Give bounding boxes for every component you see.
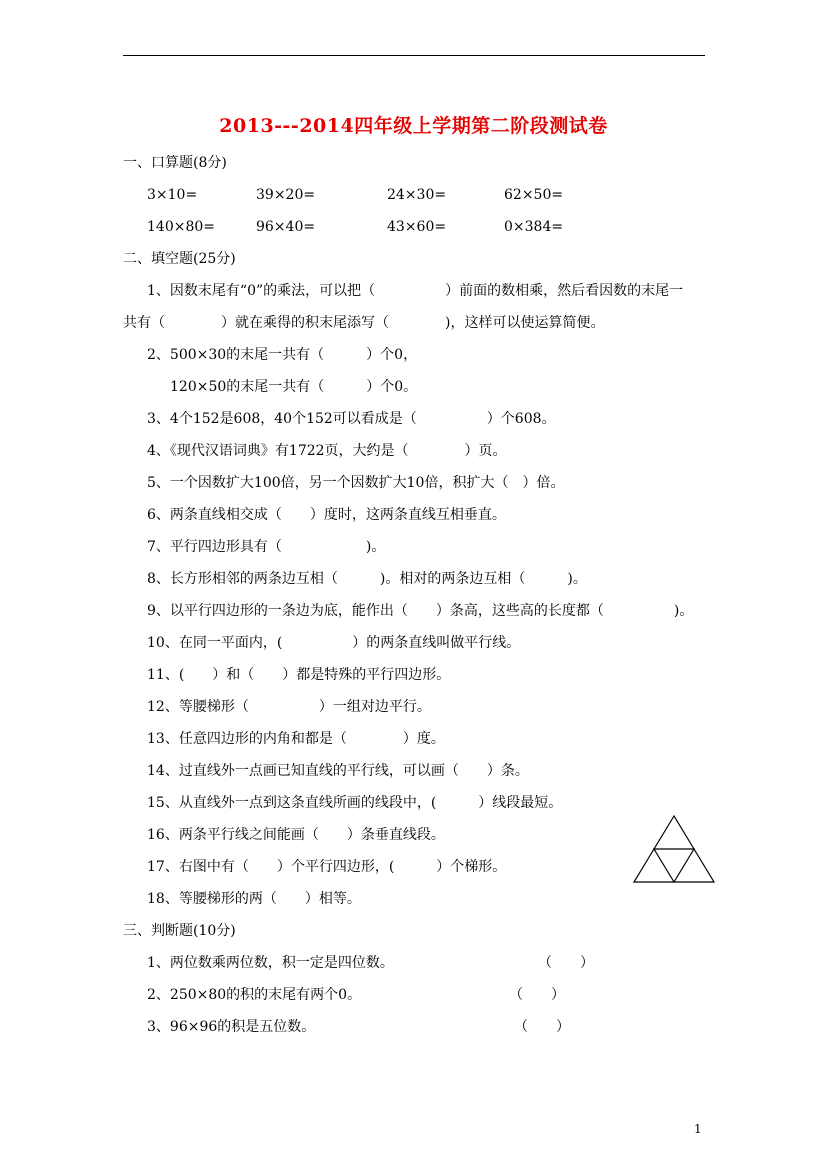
fill-question: 5、一个因数扩大100倍，另一个因数扩大10倍，积扩大（ ）倍。 bbox=[147, 475, 565, 491]
calc-item: 96×40= bbox=[256, 219, 316, 235]
fill-question: 14、过直线外一点画已知直线的平行线，可以画（ ）条。 bbox=[147, 763, 529, 779]
fill-question: 8、长方形相邻的两条边互相（ )。相对的两条边互相（ )。 bbox=[147, 571, 587, 587]
fill-question: 13、任意四边形的内角和都是（ ）度。 bbox=[147, 731, 445, 747]
judge-question: 1、两位数乘两位数，积一定是四位数。 bbox=[147, 955, 394, 971]
page-title: 2013---2014四年级上学期第二阶段测试卷 bbox=[219, 115, 608, 137]
fill-question: 18、等腰梯形的两（ ）相等。 bbox=[147, 891, 361, 907]
calc-item: 140×80= bbox=[147, 219, 215, 235]
judge-blank: （ ） bbox=[514, 1019, 570, 1035]
fill-question: 15、从直线外一点到这条直线所画的线段中，( ）线段最短。 bbox=[147, 795, 563, 811]
fill-question: 12、等腰梯形（ ）一组对边平行。 bbox=[147, 699, 431, 715]
fill-question: 4、《现代汉语词典》有1722页，大约是（ ）页。 bbox=[147, 443, 507, 459]
page-number: 1 bbox=[694, 1122, 702, 1136]
judge-blank: （ ） bbox=[538, 955, 594, 971]
judge-question: 3、96×96的积是五位数。 bbox=[147, 1019, 316, 1035]
fill-question: 7、平行四边形具有（ )。 bbox=[147, 539, 386, 555]
header-rule bbox=[123, 55, 705, 56]
fill-question: 10、在同一平面内，( ）的两条直线叫做平行线。 bbox=[147, 635, 521, 651]
fill-question: 9、以平行四边形的一条边为底，能作出（ ）条高，这些高的长度都（ )。 bbox=[147, 603, 694, 619]
section1-heading: 一、口算题(8分) bbox=[123, 155, 227, 171]
calc-item: 3×10= bbox=[147, 187, 198, 203]
fill-question: 1、因数末尾有“0”的乘法，可以把（ ）前面的数相乘，然后看因数的末尾一 bbox=[147, 283, 684, 299]
triangle-figure bbox=[632, 814, 716, 886]
fill-question: 16、两条平行线之间能画（ ）条垂直线段。 bbox=[147, 827, 445, 843]
calc-item: 43×60= bbox=[387, 219, 447, 235]
fill-question: 11、( ）和（ ）都是特殊的平行四边形。 bbox=[147, 667, 451, 683]
section3-heading: 三、判断题(10分) bbox=[123, 923, 236, 939]
judge-question: 2、250×80的积的末尾有两个0。 bbox=[147, 987, 362, 1003]
calc-item: 24×30= bbox=[387, 187, 447, 203]
calc-item: 0×384= bbox=[504, 219, 564, 235]
calc-item: 39×20= bbox=[256, 187, 316, 203]
fill-question: 17、右图中有（ ）个平行四边形，( ）个梯形。 bbox=[147, 859, 507, 875]
calc-item: 62×50= bbox=[504, 187, 564, 203]
fill-question: 6、两条直线相交成（ ）度时，这两条直线互相垂直。 bbox=[147, 507, 506, 523]
fill-question: 3、4个152是608，40个152可以看成是（ ）个608。 bbox=[147, 411, 556, 427]
fill-question-continued: 共有（ ）就在乘得的积末尾添写（ )，这样可以使运算简便。 bbox=[123, 315, 605, 331]
fill-question: 2、500×30的末尾一共有（ ）个0， bbox=[147, 347, 418, 363]
fill-question-subline: 120×50的末尾一共有（ ）个0。 bbox=[170, 379, 418, 395]
section2-heading: 二、填空题(25分) bbox=[123, 251, 236, 267]
judge-blank: （ ） bbox=[509, 987, 565, 1003]
